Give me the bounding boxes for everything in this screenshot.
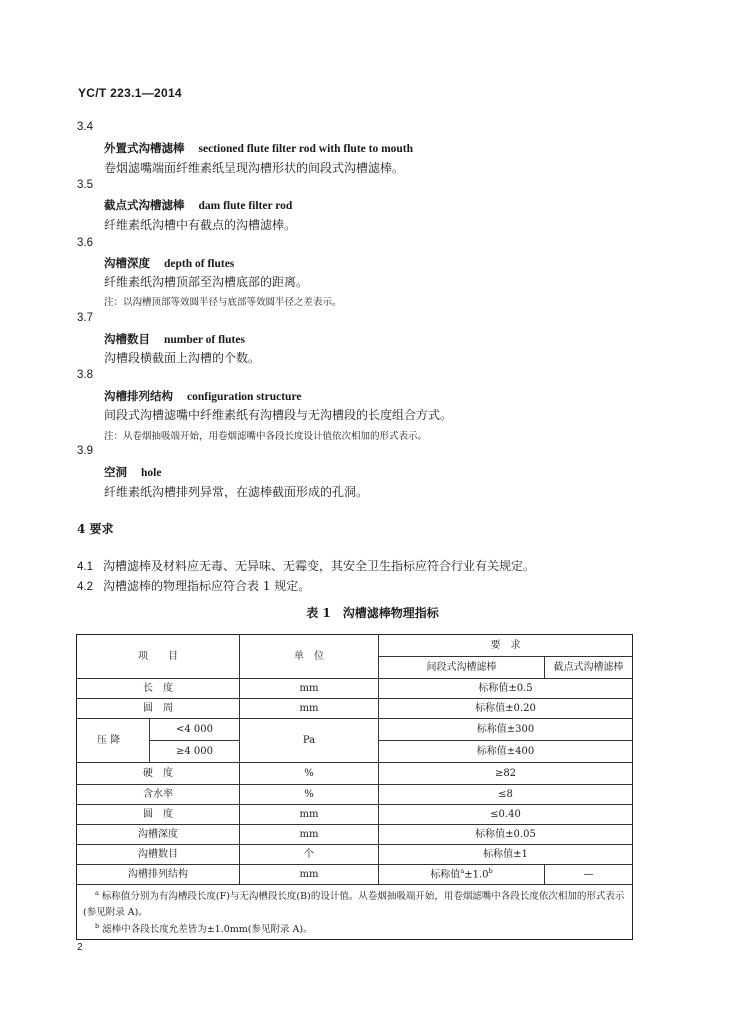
row-value: 标称值±400: [379, 741, 633, 763]
term-title: [104, 464, 161, 480]
row-value: 标称值±300: [379, 719, 633, 741]
row-value: 标称值±0.20: [379, 699, 633, 719]
header-item: 项 目: [77, 635, 240, 679]
table-row: [77, 865, 633, 885]
row-item: 长 度: [77, 679, 240, 699]
term-en: hole: [141, 467, 162, 479]
term-definition: 纤维素纸沟槽排列异常，在滤棒截面形成的孔洞。: [104, 485, 369, 499]
value-text: ±1.0: [464, 869, 489, 881]
row-unit: mm: [240, 699, 379, 719]
term-number: 3.8: [77, 369, 93, 381]
row-value: ≤0.40: [379, 805, 633, 825]
term-note: 注：从卷烟抽吸端开始，用卷烟滤嘴中各段长度设计值依次相加的形式表示。: [104, 431, 428, 442]
requirement-text: 沟槽滤棒的物理指标应符合表 1 规定。: [103, 579, 311, 593]
row-unit: %: [240, 785, 379, 805]
row-value: 标称值±0.5: [379, 679, 633, 699]
table-notes-row: [77, 885, 633, 940]
row-value-dam: —: [545, 865, 633, 885]
table-row: [77, 825, 633, 845]
table-note: [83, 921, 626, 938]
table-row: [77, 699, 633, 719]
term-title: [104, 140, 413, 156]
row-unit: mm: [240, 679, 379, 699]
table-row: [77, 679, 633, 699]
table-row: [77, 785, 633, 805]
table-notes: [77, 885, 633, 940]
term-definition: 纤维素纸沟槽中有截点的沟槽滤棒。: [104, 218, 297, 232]
header-requirement: 要 求: [379, 635, 633, 657]
footnote-marker: b: [95, 921, 100, 930]
section-heading: 4 要求: [77, 522, 114, 536]
row-subitem: ≥4 000: [150, 741, 240, 763]
row-item: 压 降: [77, 719, 150, 763]
table-note: [83, 888, 626, 921]
header-col-sectioned: 间段式沟槽滤棒: [379, 657, 545, 679]
row-item: 含水率: [77, 785, 240, 805]
term-zh: 空洞: [104, 465, 127, 479]
header-unit: 单 位: [240, 635, 379, 679]
term-definition: 卷烟滤嘴端面纤维素纸呈现沟槽形状的间段式沟槽滤棒。: [104, 161, 405, 175]
footnote-marker: a: [460, 867, 465, 876]
footnote-marker: b: [488, 867, 493, 876]
row-value: ≤8: [379, 785, 633, 805]
term-title: [104, 331, 245, 347]
row-item: 沟槽排列结构: [77, 865, 240, 885]
term-en: configuration structure: [187, 391, 302, 403]
row-item: 圆 度: [77, 805, 240, 825]
document-id: YC/T 223.1—2014: [78, 86, 182, 100]
row-unit: mm: [240, 805, 379, 825]
row-item: 沟槽深度: [77, 825, 240, 845]
value-text: 标称值: [430, 869, 461, 881]
term-zh: 外置式沟槽滤棒: [104, 141, 185, 155]
term-en: sectioned flute filter rod with flute to mouth: [198, 143, 414, 155]
table-row: [77, 763, 633, 785]
term-zh: 沟槽排列结构: [104, 389, 173, 403]
header-col-dam: 截点式沟槽滤棒: [545, 657, 633, 679]
term-definition: 沟槽段横截面上沟槽的个数。: [104, 351, 261, 365]
requirement-item: [77, 577, 310, 594]
table-row: [77, 845, 633, 865]
term-number: 3.6: [77, 237, 93, 249]
term-note: 注：以沟槽顶部等效圆半径与底部等效圆半径之差表示。: [104, 297, 342, 308]
term-zh: 截点式沟槽滤棒: [104, 198, 185, 212]
row-value: ≥82: [379, 763, 633, 785]
row-value: 标称值±1: [379, 845, 633, 865]
requirement-number: 4.2: [77, 581, 93, 593]
row-unit: %: [240, 763, 379, 785]
term-number: 3.4: [77, 121, 93, 133]
term-en: dam flute filter rod: [198, 200, 293, 212]
requirement-item: [77, 557, 535, 574]
term-number: 3.7: [77, 312, 93, 324]
row-subitem: <4 000: [150, 719, 240, 741]
requirement-text: 沟槽滤棒及材料应无毒、无异味、无霉变，其安全卫生指标应符合行业有关规定。: [103, 559, 536, 573]
term-zh: 沟槽数目: [104, 332, 150, 346]
note-text: 标称值分别为有沟槽段长度(F)与无沟槽段长度(B)的设计值。从卷烟抽吸端开始，用卷烟滤嘴中各段长度依次相加的形式表示(参见附录 A)。: [83, 891, 625, 918]
row-unit: mm: [240, 865, 379, 885]
term-en: depth of flutes: [164, 258, 235, 270]
row-unit: 个: [240, 845, 379, 865]
physical-indices-table: [76, 634, 633, 940]
term-title: [104, 388, 301, 404]
row-value-sectioned: [379, 865, 545, 885]
row-item: 硬 度: [77, 763, 240, 785]
term-title: [104, 197, 292, 213]
term-definition: 纤维素纸沟槽顶部至沟槽底部的距离。: [104, 275, 309, 289]
note-text: 滤棒中各段长度允差皆为±1.0mm(参见附录 A)。: [102, 923, 313, 935]
row-item: 圆 周: [77, 699, 240, 719]
table-row: [77, 805, 633, 825]
row-unit: mm: [240, 825, 379, 845]
term-number: 3.9: [77, 445, 93, 457]
footnote-marker: a: [95, 889, 99, 897]
table-header-row: [77, 635, 633, 657]
term-number: 3.5: [77, 179, 93, 191]
term-title: [104, 255, 234, 271]
table-row: [77, 719, 633, 741]
table-caption: 表 1 沟槽滤棒物理指标: [306, 606, 439, 620]
term-zh: 沟槽深度: [104, 256, 150, 270]
row-item: 沟槽数目: [77, 845, 240, 865]
row-unit: Pa: [240, 719, 379, 763]
requirement-number: 4.1: [77, 561, 93, 573]
term-definition: 间段式沟槽滤嘴中纤维素纸有沟槽段与无沟槽段的长度组合方式。: [104, 408, 453, 422]
term-en: number of flutes: [164, 334, 245, 346]
page-number: 2: [77, 942, 83, 953]
row-value: 标称值±0.05: [379, 825, 633, 845]
